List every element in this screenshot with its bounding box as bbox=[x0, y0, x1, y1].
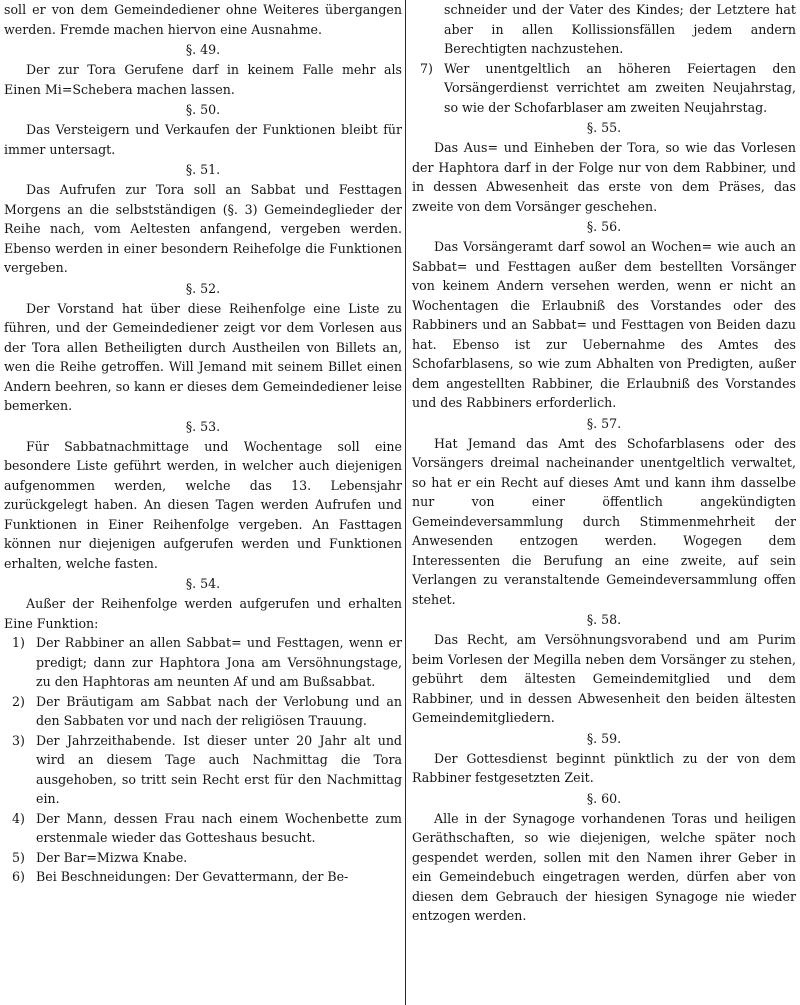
continuation-text: soll er von dem Gemeindediener ohne Weiteres übergangen werden. Fremde machen hiervon eine Ausnahme. bbox=[4, 2, 402, 37]
list-item bbox=[4, 731, 402, 809]
section-heading-49: §. 49. bbox=[185, 42, 221, 57]
list-number: 7) bbox=[420, 60, 433, 76]
section-text-56: Das Vorsängeramt darf sowol an Wochen= wie auch an Sabbat= und Festtagen außer dem bestellten Vorsänger von keinem Andern versehen werden, wenn er nicht an Wochentagen die Erlaubniß des Vorstandes oder des Rabbiners und an Sabbat= und Festtagen von Beiden dazu hat. Ebenso ist zur Uebernahme des Amtes des Schofarblasens, so wie zum Abhalten von Predigten, außer dem angestellten Rabbiner, die Erlaubniß des Vorstandes und des Rabbiners erforderlich. bbox=[412, 239, 796, 410]
list-number: 4) bbox=[12, 810, 25, 826]
section-heading-52: §. 52. bbox=[185, 280, 221, 296]
section-text-55: Das Aus= und Einheben der Tora, so wie das Vorlesen der Haphtora darf in der Folge nur von dem Rabbiner, und in dessen Abwesenheit das erste von dem Präses, das zweite von dem Vorsänger geschehen. bbox=[412, 140, 796, 214]
list-item bbox=[412, 0, 796, 59]
section-heading-54: §. 54. bbox=[185, 576, 221, 591]
section-text-59: Der Gottesdienst beginnt pünktlich zu der von dem Rabbiner festgesetzten Zeit. bbox=[412, 750, 796, 785]
list-item bbox=[4, 809, 402, 848]
section-heading-58: §. 58. bbox=[586, 612, 622, 627]
list-number: 2) bbox=[12, 693, 25, 709]
section-text-58: Das Recht, am Versöhnungsvorabend und am Purim beim Vorlesen der Megilla neben dem Vorsänger zu stehen, gebührt dem ältesten Gemeindemitglied und dem Rabbiner, und in dessen Abwesenheit den beiden ältesten Gemeindemitgliedern. bbox=[412, 632, 796, 725]
list-text: Wer unentgeltlich an höheren Feiertagen den Vorsängerdienst verrichtet am zweiten Neujahrstag, so wie der Schofarblaser am zweiten Neujahrstag. bbox=[444, 60, 796, 115]
section-text-57: Hat Jemand das Amt des Schofarblasens oder des Vorsängers dreimal nacheinander unentgeltlich verwaltet, so hat er ein Recht auf dieses Amt und kann ihm dasselbe nur von einer öffentlich angekündigten Gemeindeversammlung durch Stimmenmehrheit der Anwesenden entzogen werden. Wogegen dem Interessenten die Berufung an eine zweite, auf sein Verlangen zu veranstaltende Gemeindeversammlung offen stehet. bbox=[412, 435, 796, 607]
list-number: 1) bbox=[12, 635, 25, 650]
list-number: 3) bbox=[12, 732, 25, 748]
section-text-50: Das Versteigern und Verkaufen der Funktionen bleibt für immer untersagt. bbox=[4, 122, 402, 157]
section-text-53: Für Sabbatnachmittage und Wochentage soll eine besondere Liste geführt werden, in welcher auch diejenigen aufgenommen werden, welche das 13. Lebensjahr zurückgelegt haben. An diesen Tagen werden Aufrufen und Funktionen in Einer Reihenfolge vergeben. An Fasttagen können nur diejenigen aufgerufen werden und Funktionen erhalten, welche fasten. bbox=[4, 438, 402, 571]
section-intro-54: Außer der Reihenfolge werden aufgerufen und erhalten Eine Funktion: bbox=[4, 596, 402, 631]
list-item bbox=[4, 867, 402, 887]
right-column bbox=[412, 0, 796, 926]
section-heading-60: §. 60. bbox=[586, 790, 622, 806]
section-heading-50: §. 50. bbox=[185, 102, 221, 117]
list-item bbox=[4, 633, 402, 692]
list-text: Der Mann, dessen Frau nach einem Wochenbette zum erstenmale wieder das Gotteshaus besucht. bbox=[36, 810, 402, 845]
list-item bbox=[412, 59, 796, 118]
section-list-54-continued bbox=[412, 0, 796, 117]
list-text: Der Rabbiner an allen Sabbat= und Festtagen, wenn er predigt; dann zur Haphtora Jona am Versöhnungstage, zu den Haphtoras am neunten Af und am Bußsabbat. bbox=[36, 635, 402, 689]
list-text: Der Bräutigam am Sabbat nach der Verlobung und an den Sabbaten vor und nach der religiösen Trauung. bbox=[36, 693, 402, 728]
list-number: 5) bbox=[12, 849, 25, 865]
column-divider bbox=[405, 0, 406, 1005]
section-heading-51: §. 51. bbox=[185, 162, 221, 177]
section-heading-53: §. 53. bbox=[185, 418, 221, 434]
list-text: Bei Beschneidungen: Der Gevattermann, der Be- bbox=[36, 869, 349, 884]
section-list-54 bbox=[4, 633, 402, 887]
left-column bbox=[4, 0, 402, 887]
section-heading-57: §. 57. bbox=[586, 415, 622, 431]
section-heading-59: §. 59. bbox=[586, 730, 622, 746]
section-text-49: Der zur Tora Gerufene darf in keinem Falle mehr als Einen Mi=Schebera machen lassen. bbox=[4, 62, 402, 97]
list-text: schneider und der Vater des Kindes; der Letztere hat aber in allen Kollissionsfällen jedem andern Berechtigten nachzustehen. bbox=[444, 2, 796, 56]
list-text: Der Jahrzeithabende. Ist dieser unter 20 Jahr alt und wird an diesem Tage auch Nachmittag die Tora ausgehoben, so tritt sein Recht erst für den Nachmittag ein. bbox=[36, 732, 402, 806]
section-heading-55: §. 55. bbox=[586, 120, 622, 135]
list-item bbox=[4, 848, 402, 868]
section-heading-56: §. 56. bbox=[586, 219, 622, 234]
section-text-52: Der Vorstand hat über diese Reihenfolge eine Liste zu führen, und der Gemeindediener zeigt vor dem Vorlesen aus der Tora allen Betheiligten durch Austheilen von Billets an, wen die Reihe getroffen. Will Jemand mit seinem Billet einen Andern beehren, so kann er dieses dem Gemeindediener leise bemerken. bbox=[4, 300, 402, 413]
list-number bbox=[412, 0, 444, 59]
section-text-51: Das Aufrufen zur Tora soll an Sabbat und Festtagen Morgens an die selbstständigen (§. 3) Gemeindeglieder der Reihe nach, vom Aeltesten anfangend, vergeben werden. Ebenso werden in einer besondern Reihefolge die Funktionen vergeben. bbox=[4, 182, 402, 275]
list-item bbox=[4, 692, 402, 731]
list-number: 6) bbox=[12, 869, 25, 884]
section-text-60: Alle in der Synagoge vorhandenen Toras und heiligen Geräthschaften, so wie diejenigen, welche später noch gespendet werden, sollen mit den Namen ihrer Geber in ein Gemeindebuch eingetragen werden, dürfen aber von diesen dem Gebrauch der hiesigen Synagoge nie wieder entzogen werden. bbox=[412, 810, 796, 923]
list-text: Der Bar=Mizwa Knabe. bbox=[36, 849, 188, 865]
